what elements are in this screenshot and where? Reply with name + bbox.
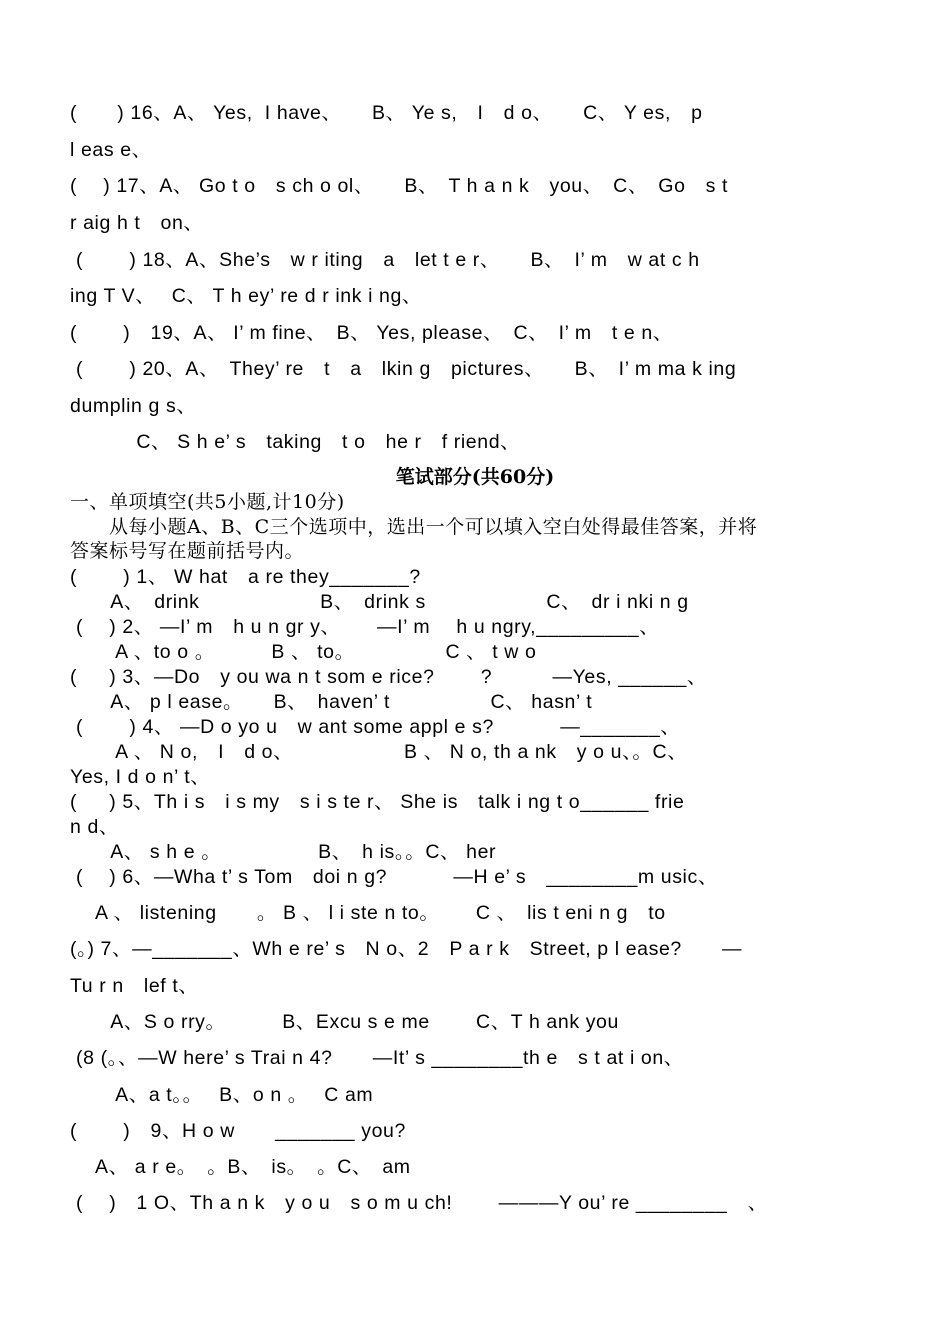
listening-q17-line2: r aig h t on、: [70, 212, 204, 234]
question-8-options: A、a t。。 B、o n 。 C am: [70, 1084, 374, 1106]
listening-q16-line2: l eas e、: [70, 139, 152, 161]
question-4-options-line1: A 、 N o, I d o、 B 、 N o, th a nk y o u、。C、: [70, 741, 688, 763]
question-8: (8 (。、—W here’ s Trai n 4? —It’ s ________th e s t at i on、: [70, 1047, 684, 1069]
question-10: ( ) 1 O、Th a n k y o u s o m u ch! ———Y ou’ re ________ 、: [70, 1192, 768, 1214]
question-2: ( ) 2、 —I’ m h u n gr y、 —I’ m h u ngry,_________、: [70, 616, 660, 638]
listening-q19: ( ) 19、A、 I’ m fine、 B、 Yes, please、 C、 I’ m t e n、: [70, 322, 673, 344]
question-4: ( ) 4、 —D o yo u w ant some appl e s? —_______、: [70, 716, 681, 738]
question-7-line1: (。) 7、—_______、Wh e re’ s N o、2 P a r k Street, p l ease? —: [70, 938, 743, 960]
listening-q18-line2: ing T V、 C、 T h ey’ re d r ink i ng、: [70, 285, 423, 307]
part1-instruction-line1: 从每小题A、B、C三个选项中，选出一个可以填入空白处得最佳答案，并将: [70, 516, 758, 538]
listening-q20-line2: dumplin g s、: [70, 395, 197, 417]
listening-q16-line1: ( ) 16、A、 Yes, I have、 B、 Ye s, I d o、 C、 Y es, p: [70, 102, 703, 124]
question-9: ( ) 9、H o w _______ you?: [70, 1120, 406, 1142]
listening-q18-line1: ( ) 18、A、She’s w r iting a let t e r、 B、 I’ m w at c h: [70, 249, 700, 271]
question-3-options: A、 p l ease。 B、 haven’ t C、 hasn’ t: [70, 691, 593, 713]
question-5-line1: ( ) 5、Th i s i s my s i s te r、 She is talk i ng t o______ frie: [70, 791, 685, 813]
question-6: ( ) 6、—Wha t’ s Tom doi n g? —H e’ s ________m usic、: [70, 866, 718, 888]
listening-q17-line1: ( ) 17、A、 Go t o s ch o ol、 B、 T h a n k you、 C、 Go s t: [70, 175, 729, 197]
question-5-options: A、 s h e 。 B、 h is。。C、 her: [70, 841, 497, 863]
question-1-options: A、 drink B、 drink s C、 dr i nki n g: [70, 591, 689, 613]
listening-q20-line3: C、 S h e’ s taking t o he r f riend、: [70, 431, 521, 453]
question-7-options: A、S o rry。 B、Excu s e me C、T h ank you: [70, 1011, 619, 1033]
part1-heading: 一、单项填空(共5小题,计10分): [70, 491, 345, 513]
question-1: ( ) 1、 W hat a re they_______?: [70, 566, 421, 588]
question-2-options: A 、to o 。 B 、 to。 C 、 t w o: [70, 641, 537, 663]
question-3: ( ) 3、—Do y ou wa n t som e rice? ? —Yes, ______、: [70, 666, 707, 688]
part1-instruction-line2: 答案标号写在题前括号内。: [70, 540, 305, 562]
question-4-options-line2: Yes, I d o n’ t、: [70, 766, 211, 788]
question-6-options: A 、 listening 。 B 、 l i ste n to。 C 、 lis t eni n g to: [70, 902, 666, 924]
listening-q20-line1: ( ) 20、A、 They’ re t a lkin g pictures、 B、 I’ m ma k ing: [70, 358, 737, 380]
question-5-line2: n d、: [70, 816, 120, 838]
section-title: 笔试部分(共60分): [395, 466, 555, 488]
question-7-line2: Tu r n lef t、: [70, 975, 199, 997]
question-9-options: A、 a r e。 。B、 is。 。C、 am: [70, 1156, 411, 1178]
